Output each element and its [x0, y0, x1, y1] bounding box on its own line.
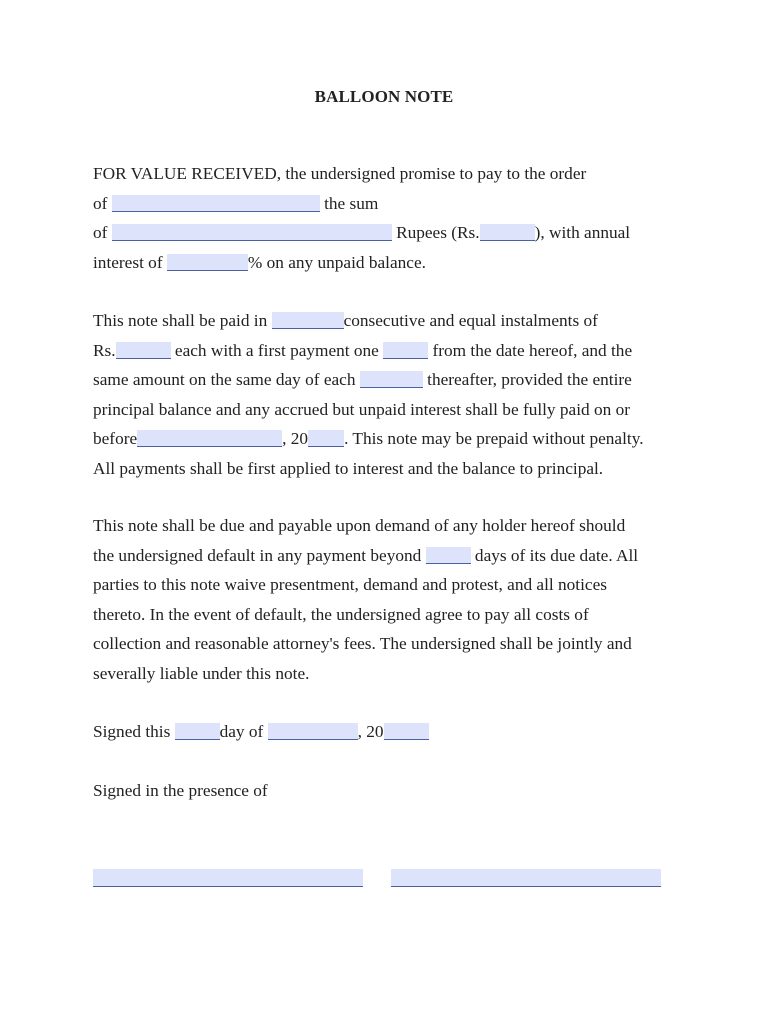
text-span: This note shall be paid in — [93, 311, 268, 330]
text-line — [93, 395, 673, 425]
witness-signature-field-right[interactable] — [391, 869, 661, 887]
text-span: thereafter, provided the entire — [427, 370, 632, 389]
text-line — [93, 454, 673, 484]
text-span: each with a first payment one — [174, 340, 379, 360]
text-line — [93, 600, 673, 630]
text-span: . This note may be prepaid without penalty. — [344, 429, 644, 448]
text-span: the undersigned default in any payment beyond — [93, 545, 422, 565]
signed-month-field[interactable] — [268, 723, 358, 740]
signed-year-field[interactable] — [384, 723, 429, 740]
paragraph-default-terms — [93, 511, 673, 688]
text-span: thereto. In the event of default, the undersigned agree to pay all costs of — [93, 604, 589, 624]
text-line — [93, 365, 673, 395]
text-line — [93, 218, 673, 248]
amount-in-words-field[interactable] — [112, 224, 392, 241]
text-span: parties to this note waive presentment, demand and protest, and all notices — [93, 575, 607, 594]
first-payment-period-field[interactable] — [383, 342, 428, 359]
instalment-count-field[interactable] — [272, 312, 344, 329]
signed-date-line — [93, 717, 673, 747]
text-span: of — [93, 193, 108, 213]
text-span: Rs. — [93, 340, 116, 360]
text-span: This note shall be due and payable upon demand of any holder hereof should — [93, 516, 626, 535]
text-span: Signed in the presence of — [93, 781, 268, 800]
text-span: ), with annual — [534, 223, 631, 242]
text-line — [93, 424, 673, 454]
document-title: BALLOON NOTE — [314, 87, 454, 106]
final-year-field[interactable] — [308, 430, 344, 447]
text-span: FOR VALUE RECEIVED, the undersigned promise to pay to the order — [93, 164, 587, 183]
text-span: Signed this — [93, 722, 171, 741]
text-span: day of — [219, 722, 264, 741]
amount-in-figures-field[interactable] — [480, 224, 535, 241]
text-line — [93, 776, 673, 806]
text-span: days of its due date. All — [474, 545, 639, 565]
text-span: the sum — [324, 193, 379, 213]
text-span: % on any unpaid balance. — [247, 252, 426, 272]
text-line — [93, 248, 673, 278]
payment-period-field[interactable] — [360, 371, 423, 388]
text-span: collection and reasonable attorney's fees. The undersigned shall be jointly and — [93, 634, 632, 653]
text-line — [93, 336, 673, 366]
paragraph-payment-promise — [93, 159, 673, 277]
text-span: consecutive and equal instalments of — [343, 311, 598, 330]
text-line — [93, 511, 673, 541]
payee-name-field[interactable] — [112, 195, 320, 212]
text-span: , 20 — [357, 722, 384, 741]
text-span: All payments shall be first applied to interest and the balance to principal. — [93, 458, 604, 478]
text-span: principal balance and any accrued but unpaid interest shall be fully paid on or — [93, 399, 630, 419]
text-line — [93, 541, 673, 571]
witness-signature-field-left[interactable] — [93, 869, 363, 887]
text-line — [93, 306, 673, 336]
final-date-field[interactable] — [137, 430, 282, 447]
text-span: of — [93, 223, 108, 242]
text-line — [93, 717, 673, 747]
text-span: same amount on the same day of each — [93, 370, 356, 389]
text-line — [93, 189, 673, 219]
paragraph-instalments — [93, 306, 673, 483]
interest-rate-field[interactable] — [167, 254, 248, 271]
text-span: interest of — [93, 252, 163, 272]
text-span: Rupees (Rs. — [396, 223, 480, 242]
text-line — [93, 629, 673, 659]
text-line — [93, 159, 673, 189]
text-line — [93, 570, 673, 600]
instalment-amount-field[interactable] — [116, 342, 171, 359]
text-span: , 20 — [282, 429, 309, 448]
presence-line — [93, 776, 673, 806]
text-line — [93, 659, 673, 689]
signed-day-field[interactable] — [175, 723, 220, 740]
text-span: from the date hereof, and the — [432, 340, 633, 360]
grace-days-field[interactable] — [426, 547, 471, 564]
text-span: before — [93, 429, 138, 448]
text-span: severally liable under this note. — [93, 663, 310, 683]
